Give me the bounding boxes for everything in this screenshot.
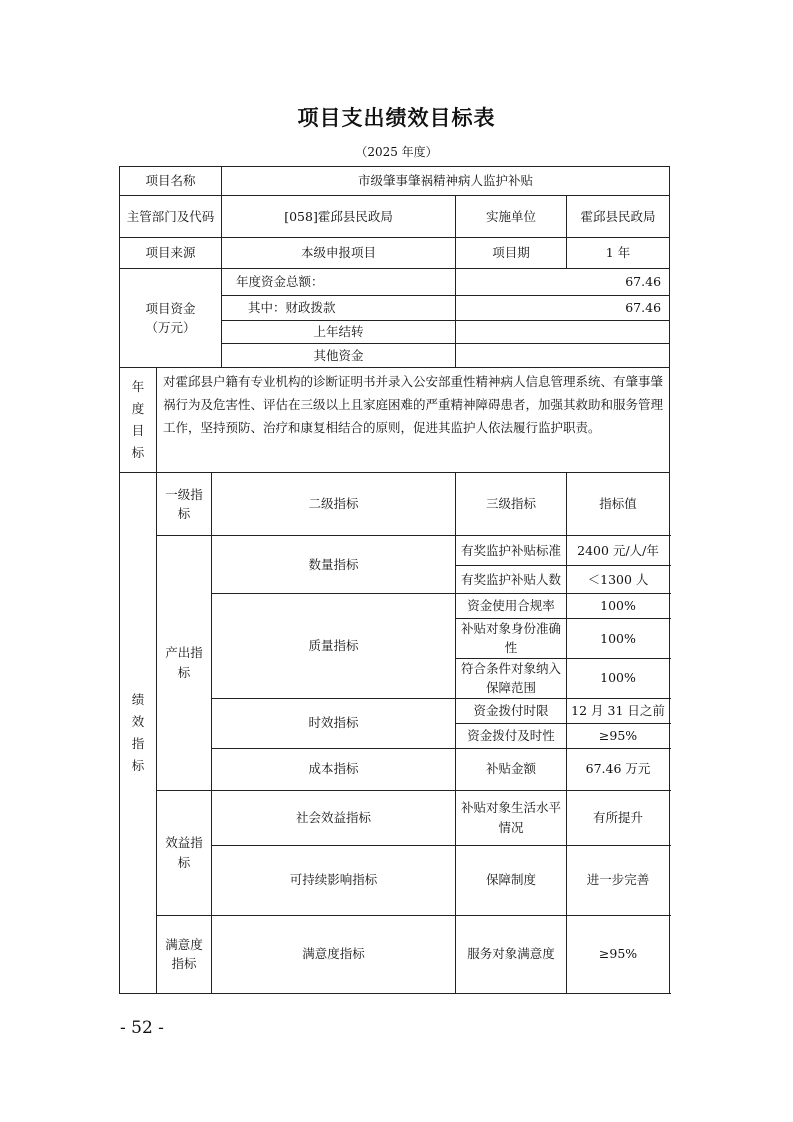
indicator-name: 补贴对象生活水平情况 [456,790,567,845]
indicator-value: 100% [567,619,670,659]
level2-timeliness: 时效指标 [212,698,456,748]
goal-label: 年度目标 [120,368,157,473]
fund-row-label: 上年结转 [222,321,456,344]
header-level2: 二级指标 [212,473,456,536]
level2-cost: 成本指标 [212,748,456,790]
indicator-value: 2400 元/人/年 [567,536,670,566]
indicator-value: 100% [567,594,670,619]
fund-row-label: 年度资金总额： [222,269,456,296]
table-row [120,536,670,566]
header-level1: 一级指标 [157,473,212,536]
indicator-value: 进一步完善 [567,845,670,915]
impl-label: 实施单位 [456,196,567,238]
level2-satisfaction: 满意度指标 [212,915,456,993]
dept-value: [058]霍邱县民政局 [222,196,456,238]
table-row [120,473,670,536]
table-row [120,368,670,473]
fund-row-label: 其他资金 [222,344,456,368]
indicator-value: ＜1300 人 [567,566,670,594]
source-value: 本级申报项目 [222,238,456,269]
page-title: 项目支出绩效目标表 [297,105,496,130]
fund-row-value: 67.46 [456,296,670,321]
level1-benefit: 效益指标 [157,790,212,915]
period-value: 1 年 [567,238,670,269]
table-row [120,238,670,269]
indicator-name: 资金拨付时限 [456,698,567,723]
indicator-value: ≥95% [567,723,670,748]
level2-quantity: 数量指标 [212,536,456,594]
header-level3: 三级指标 [456,473,567,536]
indicator-name: 补贴对象身份准确性 [456,619,567,659]
level1-satisfaction: 满意度指标 [157,915,212,993]
level2-quality: 质量指标 [212,594,456,699]
level1-output: 产出指标 [157,536,212,791]
table-row [120,269,670,296]
indicator-name: 资金使用合规率 [456,594,567,619]
table-row [120,790,670,845]
perf-label: 绩效指标 [120,473,157,994]
level2-social: 社会效益指标 [212,790,456,845]
fund-row-value [456,321,670,344]
header-value: 指标值 [567,473,670,536]
goal-text: 对霍邱县户籍有专业机构的诊断证明书并录入公安部重性精神病人信息管理系统、有肇事肇祸行为及危害性、评估在三级以上且家庭困难的严重精神障碍患者，加强其救助和服务管理工作，坚持预防、治疗和康复相结合的原则，促进其监护人依法履行监护职责。 [157,368,670,473]
indicator-name: 有奖监护补贴标准 [456,536,567,566]
funds-label-text: 项目资金 [145,300,196,316]
project-name-label: 项目名称 [120,167,222,196]
indicator-value: 有所提升 [567,790,670,845]
indicator-value: 12 月 31 日之前 [567,698,670,723]
indicator-name: 有奖监护补贴人数 [456,566,567,594]
indicator-value: 100% [567,658,670,698]
project-name-value: 市级肇事肇祸精神病人监护补贴 [222,167,670,196]
funds-label [120,269,222,368]
table-row [120,167,670,196]
impl-value: 霍邱县民政局 [567,196,670,238]
source-label: 项目来源 [120,238,222,269]
table-row [120,196,670,238]
performance-table [119,166,670,994]
year-subtitle: （2025 年度） [355,145,438,159]
indicator-name: 符合条件对象纳入保障范围 [456,658,567,698]
fund-row-label: 其中：财政拨款 [222,296,456,321]
indicator-value: ≥95% [567,915,670,993]
dept-label: 主管部门及代码 [120,196,222,238]
indicator-name: 保障制度 [456,845,567,915]
indicator-value: 67.46 万元 [567,748,670,790]
fund-row-value [456,344,670,368]
indicator-name: 补贴金额 [456,748,567,790]
page-number: - 52 - [120,1018,164,1038]
level2-sustainable: 可持续影响指标 [212,845,456,915]
indicator-name: 服务对象满意度 [456,915,567,993]
period-label: 项目期 [456,238,567,269]
table-row [120,915,670,993]
indicator-name: 资金拨付及时性 [456,723,567,748]
fund-row-value: 67.46 [456,269,670,296]
funds-unit: （万元） [145,320,196,335]
